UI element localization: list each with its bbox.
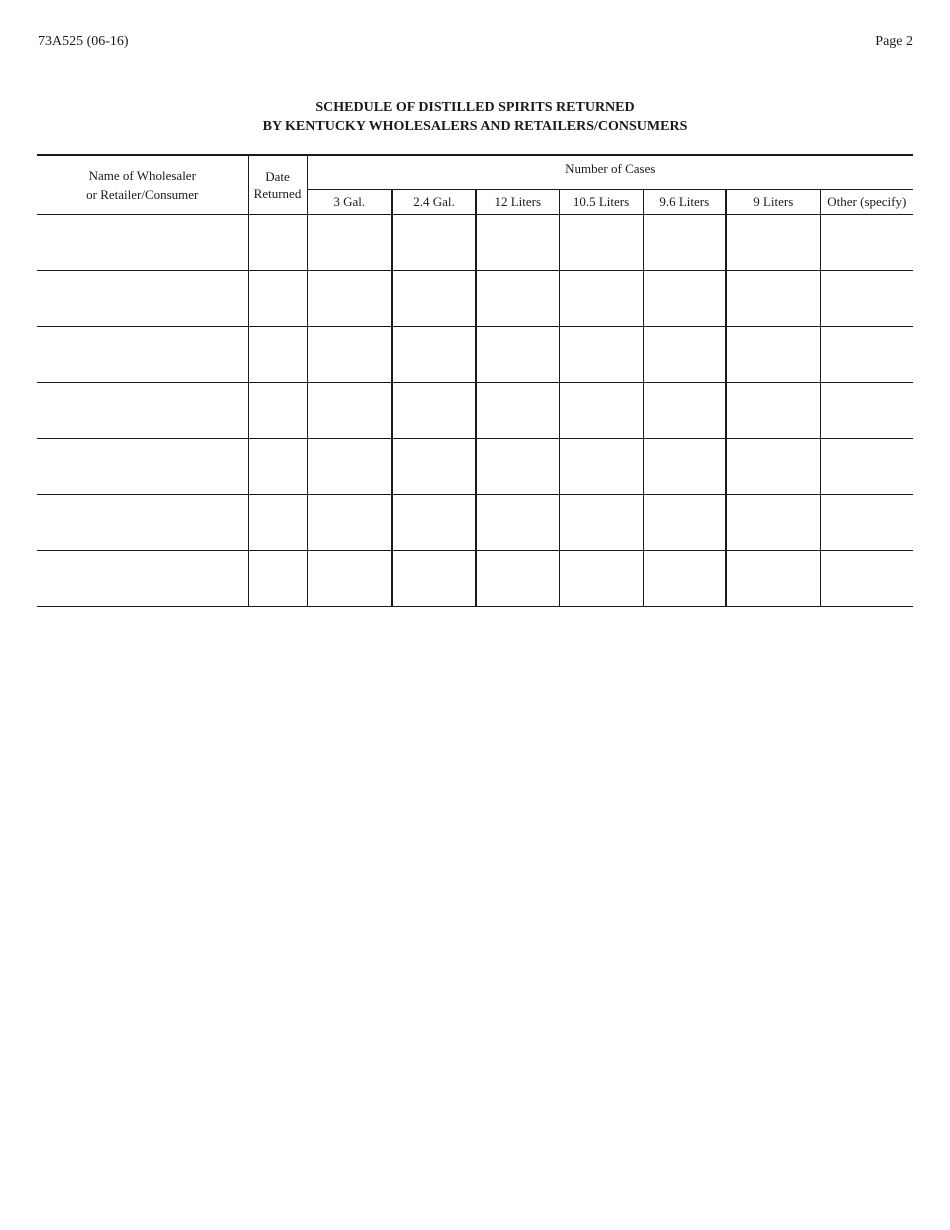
- unit-header-9-6l: 9.6 Liters: [643, 190, 726, 215]
- entry-row: [37, 383, 913, 439]
- cases-2-4gal-cell[interactable]: [392, 327, 476, 383]
- cases-9l-cell[interactable]: [726, 495, 820, 551]
- cases-12l-cell[interactable]: [476, 271, 559, 327]
- name-cell[interactable]: [37, 383, 248, 439]
- cases-10-5l-cell[interactable]: [559, 383, 643, 439]
- cases-9-6l-cell[interactable]: [643, 383, 726, 439]
- cases-12l-cell[interactable]: [476, 495, 559, 551]
- cases-12l-cell[interactable]: [476, 327, 559, 383]
- cases-9l-cell[interactable]: [726, 383, 820, 439]
- date-header-line-2: Returned: [253, 186, 302, 201]
- cases-12l-cell[interactable]: [476, 215, 559, 271]
- name-cell[interactable]: [37, 215, 248, 271]
- cases-10-5l-cell[interactable]: [559, 327, 643, 383]
- cases-12l-cell[interactable]: [476, 383, 559, 439]
- cases-other-cell[interactable]: [820, 383, 913, 439]
- unit-header-3gal: 3 Gal.: [307, 190, 392, 215]
- name-cell[interactable]: [37, 327, 248, 383]
- cases-other-cell[interactable]: [820, 439, 913, 495]
- entry-row: [37, 271, 913, 327]
- cases-3gal-cell[interactable]: [307, 439, 392, 495]
- cases-10-5l-cell[interactable]: [559, 495, 643, 551]
- returns-table: [37, 154, 913, 607]
- cases-other-cell[interactable]: [820, 551, 913, 607]
- date-cell[interactable]: [248, 551, 307, 607]
- page-number: Page 2: [875, 34, 913, 49]
- cases-3gal-cell[interactable]: [307, 495, 392, 551]
- entry-row: [37, 439, 913, 495]
- entry-row: [37, 495, 913, 551]
- cases-2-4gal-cell[interactable]: [392, 439, 476, 495]
- unit-header-2-4gal: 2.4 Gal.: [392, 190, 476, 215]
- cases-9-6l-cell[interactable]: [643, 215, 726, 271]
- cases-2-4gal-cell[interactable]: [392, 215, 476, 271]
- unit-header-other: Other (specify): [820, 190, 913, 215]
- form-id: 73A525 (06-16): [38, 34, 129, 49]
- name-header-line-2: or Retailer/Consumer: [86, 187, 199, 202]
- date-cell[interactable]: [248, 439, 307, 495]
- cases-9-6l-cell[interactable]: [643, 327, 726, 383]
- cases-10-5l-cell[interactable]: [559, 551, 643, 607]
- entry-row: [37, 327, 913, 383]
- cases-10-5l-cell[interactable]: [559, 439, 643, 495]
- cases-other-cell[interactable]: [820, 327, 913, 383]
- cases-2-4gal-cell[interactable]: [392, 551, 476, 607]
- cases-12l-cell[interactable]: [476, 439, 559, 495]
- cases-10-5l-cell[interactable]: [559, 271, 643, 327]
- cases-9-6l-cell[interactable]: [643, 495, 726, 551]
- cases-other-cell[interactable]: [820, 215, 913, 271]
- cases-9-6l-cell[interactable]: [643, 439, 726, 495]
- schedule-title: [0, 98, 950, 136]
- cases-12l-cell[interactable]: [476, 551, 559, 607]
- name-cell[interactable]: [37, 439, 248, 495]
- date-cell[interactable]: [248, 495, 307, 551]
- name-column-header: [37, 155, 248, 215]
- date-cell[interactable]: [248, 327, 307, 383]
- name-cell[interactable]: [37, 551, 248, 607]
- cases-9-6l-cell[interactable]: [643, 271, 726, 327]
- entry-row: [37, 551, 913, 607]
- cases-9l-cell[interactable]: [726, 215, 820, 271]
- title-line-1: SCHEDULE OF DISTILLED SPIRITS RETURNED: [315, 100, 635, 115]
- unit-header-12l: 12 Liters: [476, 190, 559, 215]
- cases-2-4gal-cell[interactable]: [392, 271, 476, 327]
- cases-9l-cell[interactable]: [726, 271, 820, 327]
- name-cell[interactable]: [37, 495, 248, 551]
- cases-3gal-cell[interactable]: [307, 327, 392, 383]
- date-cell[interactable]: [248, 271, 307, 327]
- cases-9l-cell[interactable]: [726, 551, 820, 607]
- date-header-line-1: Date: [265, 169, 290, 184]
- cases-3gal-cell[interactable]: [307, 271, 392, 327]
- date-column-header: [248, 155, 307, 215]
- cases-3gal-cell[interactable]: [307, 215, 392, 271]
- header-row-1: [37, 155, 913, 190]
- cases-other-cell[interactable]: [820, 271, 913, 327]
- unit-header-10-5l: 10.5 Liters: [559, 190, 643, 215]
- title-line-2: BY KENTUCKY WHOLESALERS AND RETAILERS/CONSUMERS: [262, 119, 688, 134]
- cases-9l-cell[interactable]: [726, 439, 820, 495]
- cases-9-6l-cell[interactable]: [643, 551, 726, 607]
- cases-other-cell[interactable]: [820, 495, 913, 551]
- cases-2-4gal-cell[interactable]: [392, 383, 476, 439]
- number-of-cases-header: Number of Cases: [307, 155, 913, 190]
- cases-2-4gal-cell[interactable]: [392, 495, 476, 551]
- unit-header-9l: 9 Liters: [726, 190, 820, 215]
- entry-rows: [37, 215, 913, 607]
- cases-3gal-cell[interactable]: [307, 383, 392, 439]
- date-cell[interactable]: [248, 383, 307, 439]
- date-cell[interactable]: [248, 215, 307, 271]
- name-header-line-1: Name of Wholesaler: [88, 168, 196, 183]
- name-cell[interactable]: [37, 271, 248, 327]
- cases-9l-cell[interactable]: [726, 327, 820, 383]
- cases-10-5l-cell[interactable]: [559, 215, 643, 271]
- cases-3gal-cell[interactable]: [307, 551, 392, 607]
- entry-row: [37, 215, 913, 271]
